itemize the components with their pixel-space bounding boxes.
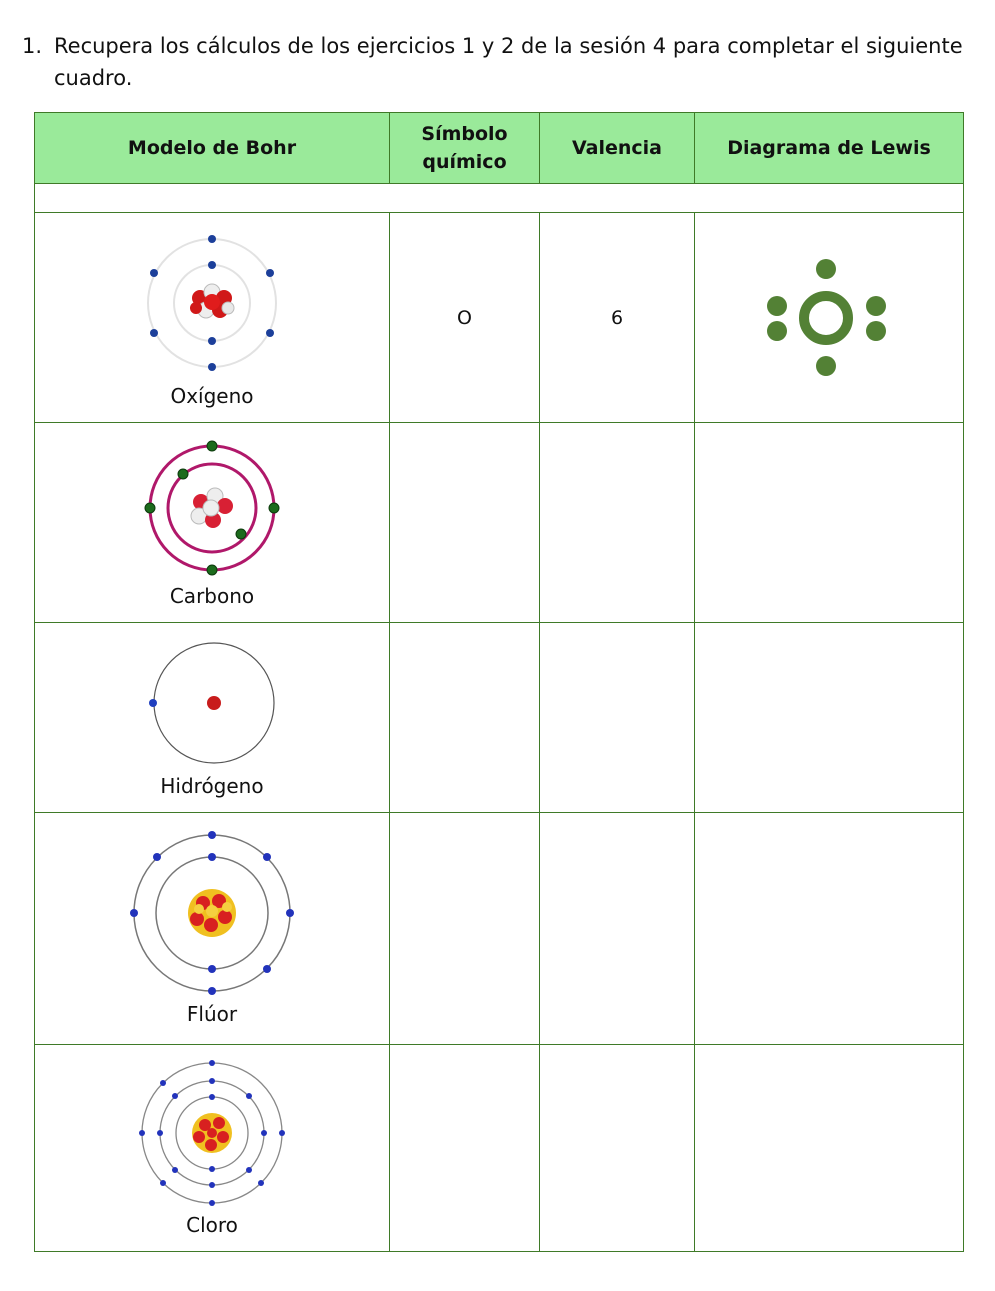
table-row — [35, 813, 964, 1045]
valence-cell — [540, 623, 695, 813]
bohr-cell — [35, 813, 390, 1045]
symbol-cell — [390, 213, 540, 423]
valence-cell — [540, 813, 695, 1045]
table-row — [35, 1045, 964, 1252]
bohr-cell — [35, 623, 390, 813]
carbon-bohr-model-icon — [137, 438, 287, 578]
symbol-cell — [390, 423, 540, 623]
elements-table — [34, 112, 964, 1252]
header-symbol: Símbolo químico — [390, 113, 540, 184]
table-row — [35, 423, 964, 623]
element-name: Oxígeno — [170, 383, 254, 408]
instruction-number: 1. — [22, 34, 43, 58]
bohr-cell — [35, 213, 390, 423]
element-name: Hidrógeno — [160, 773, 264, 798]
symbol-cell — [390, 1045, 540, 1252]
lewis-cell — [695, 813, 964, 1045]
chlorine-bohr-model-icon — [137, 1059, 287, 1207]
fluorine-bohr-model-icon — [127, 831, 297, 996]
hydrogen-bohr-model-icon — [142, 638, 282, 768]
header-row — [35, 113, 964, 184]
bohr-cell — [35, 1045, 390, 1252]
element-name: Cloro — [186, 1213, 238, 1237]
symbol-value: O — [457, 306, 472, 329]
table-row — [35, 623, 964, 813]
spacer-cell — [35, 184, 964, 213]
bohr-cell — [35, 423, 390, 623]
valence-cell — [540, 1045, 695, 1252]
valence-cell — [540, 423, 695, 623]
lewis-cell — [695, 623, 964, 813]
oxygen-bohr-model-icon — [142, 228, 282, 378]
symbol-cell — [390, 813, 540, 1045]
lewis-cell — [695, 1045, 964, 1252]
symbol-cell — [390, 623, 540, 813]
oxygen-lewis-diagram-icon — [764, 256, 894, 376]
lewis-cell — [695, 423, 964, 623]
lewis-cell — [695, 213, 964, 423]
instruction-text: Recupera los cálculos de los ejercicios 1 y 2 de la sesión 4 para completar el siguiente cuadro. — [54, 34, 963, 90]
element-name: Carbono — [169, 583, 255, 608]
spacer-row — [35, 184, 964, 213]
header-bohr: Modelo de Bohr — [35, 113, 390, 184]
valence-cell — [540, 213, 695, 423]
element-name: Flúor — [186, 1002, 238, 1026]
table-row — [35, 213, 964, 423]
valence-value: 6 — [610, 306, 624, 329]
header-valence: Valencia — [540, 113, 695, 184]
header-lewis: Diagrama de Lewis — [695, 113, 964, 184]
